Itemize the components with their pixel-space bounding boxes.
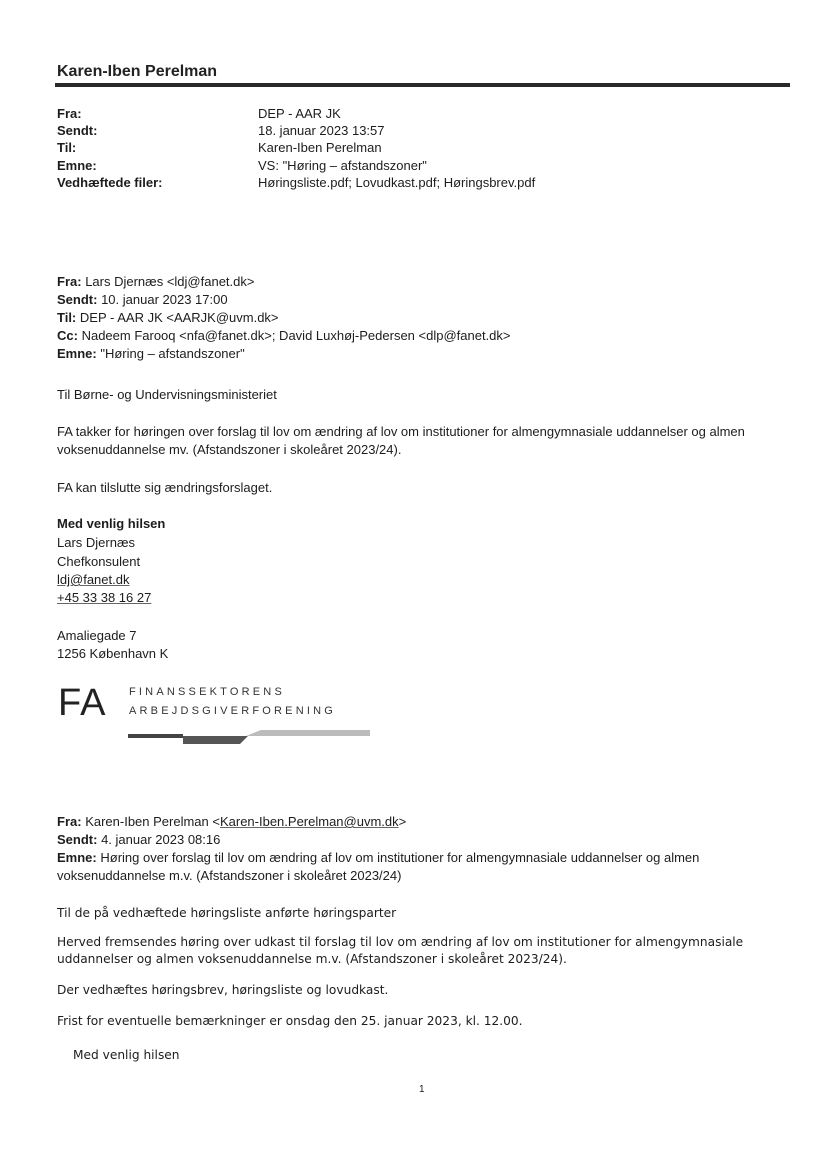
msg1-cc-label: Cc: — [57, 328, 78, 343]
msg2-from-end: > — [398, 814, 407, 829]
msg2-from-email-link[interactable]: Karen-Iben.Perelman — [219, 814, 344, 829]
msg1-from-label: Fra: — [57, 274, 82, 289]
msg1-from: Lars Djernæs <ldj@fanet.dk> — [85, 274, 255, 289]
header-value: Karen-Iben Perelman — [258, 140, 382, 155]
fa-logo-swoosh — [128, 730, 373, 750]
msg1-subject-line — [57, 345, 245, 363]
signature-email-link[interactable]: ldj@fanet.dk — [57, 572, 130, 587]
msg1-to: DEP - AAR JK <AARJK@uvm.dk> — [79, 310, 279, 325]
address-street: Amaliegade 7 — [57, 628, 137, 643]
signature-title: Chefkonsulent — [57, 554, 141, 569]
msg2-from-name: Karen-Iben Perelman < — [85, 814, 220, 829]
msg2-closing: Med venlig hilsen — [73, 1048, 180, 1062]
msg2-subject-line — [57, 849, 767, 885]
msg1-cc-line — [57, 327, 511, 345]
msg2-subject: Høring over forslag til lov om ændring af lov om institutioner for almengymnasiale uddannelser og almen voksenuddannelse m.v. (Afstandszoner i skoleåret 2023/24) — [57, 850, 700, 883]
fa-logo-mark: FA — [58, 682, 107, 724]
header-value: 18. januar 2023 13:57 — [258, 123, 385, 138]
header-value: DEP - AAR JK — [258, 106, 341, 121]
msg2-sent-label: Sendt: — [57, 832, 98, 847]
msg2-body-2: Der vedhæftes høringsbrev, høringsliste og lovudkast. — [57, 983, 389, 997]
header-label: Emne: — [57, 158, 97, 173]
attachment-list[interactable]: Høringsliste.pdf; Lovudkast.pdf; Høringsbrev.pdf — [258, 175, 536, 190]
header-rule — [55, 83, 790, 87]
page-number: 1 — [419, 1084, 425, 1095]
msg1-sent-label: Sendt: — [57, 292, 98, 307]
msg2-from-email-domain-link[interactable]: @uvm.dk — [343, 814, 399, 829]
msg2-from-line — [57, 813, 406, 831]
msg2-salutation: Til de på vedhæftede høringsliste anførte høringsparter — [57, 906, 397, 920]
msg2-subject-label: Emne: — [57, 850, 97, 865]
msg1-sent: 10. januar 2023 17:00 — [101, 292, 228, 307]
msg2-sent: 4. januar 2023 08:16 — [101, 832, 221, 847]
msg2-sent-line — [57, 831, 220, 849]
fa-logo-line-2: ARBEJDSGIVERFORENING — [129, 705, 337, 717]
msg1-subject: "Høring – afstandszoner" — [100, 346, 245, 361]
header-label: Vedhæftede filer: — [57, 175, 163, 190]
msg1-body-1: FA takker for høringen over forslag til lov om ændring af lov om institutioner for almengymnasiale uddannelser og almen voksenuddannelse mv. (Afstandszoner i skoleåret 2023/24). — [57, 424, 745, 457]
msg1-subject-label: Emne: — [57, 346, 97, 361]
msg1-to-label: Til: — [57, 310, 77, 325]
address-city: 1256 København K — [57, 646, 169, 661]
msg1-closing: Med venlig hilsen — [57, 516, 166, 531]
msg1-to-line — [57, 309, 279, 327]
header-value: VS: "Høring – afstandszoner" — [258, 158, 427, 173]
msg2-from-label: Fra: — [57, 814, 82, 829]
msg2-body-3: Frist for eventuelle bemærkninger er onsdag den 25. januar 2023, kl. 12.00. — [57, 1014, 523, 1028]
signature-phone-link[interactable]: +45 33 38 16 27 — [57, 590, 152, 605]
header-label: Til: — [57, 140, 77, 155]
fa-logo-line-1: FINANSSEKTORENS — [129, 686, 285, 698]
header-label: Sendt: — [57, 123, 98, 138]
header-label: Fra: — [57, 106, 82, 121]
msg1-body-2: FA kan tilslutte sig ændringsforslaget. — [57, 480, 273, 495]
msg2-body-1: Herved fremsendes høring over udkast til forslag til lov om ændring af lov om institutioner for almengymnasiale uddannelser og almen voksenuddannelse m.v. (Afstandszoner i skoleåret 2023/24). — [57, 935, 744, 966]
msg1-salutation: Til Børne- og Undervisningsministeriet — [57, 387, 277, 402]
msg1-cc: Nadeem Farooq <nfa@fanet.dk>; David Luxhøj-Pedersen <dlp@fanet.dk> — [81, 328, 511, 343]
msg1-from-line — [57, 273, 254, 291]
msg1-sent-line — [57, 291, 228, 309]
signature-name: Lars Djernæs — [57, 535, 136, 550]
document-owner: Karen-Iben Perelman — [57, 63, 218, 80]
